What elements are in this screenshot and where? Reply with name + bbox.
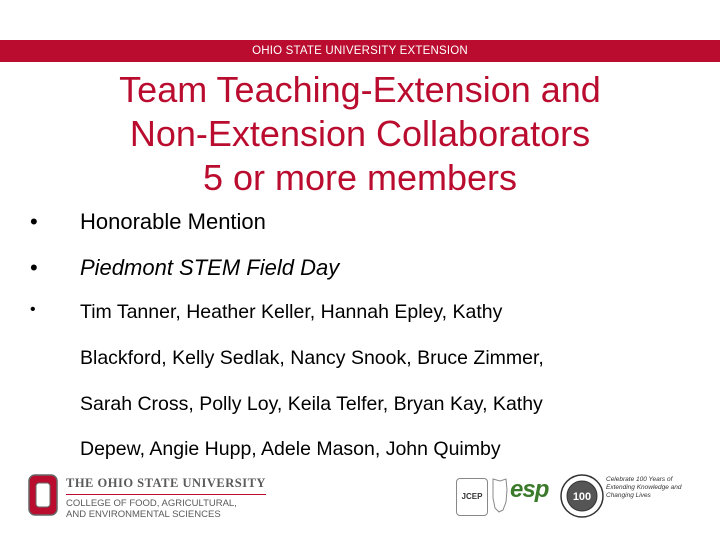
header-banner: OHIO STATE UNIVERSITY EXTENSION	[0, 40, 720, 62]
title-line: Non-Extension Collaborators	[129, 113, 591, 154]
title-line: Team Teaching-Extension and	[119, 69, 601, 110]
university-wordmark	[66, 476, 266, 520]
college-line: AND ENVIRONMENTAL SCIENCES	[66, 509, 221, 520]
university-name: THE OHIO STATE UNIVERSITY	[66, 476, 266, 490]
esp-logo: esp	[510, 476, 549, 503]
centennial-seal-logo	[560, 474, 604, 518]
centennial-tagline: Celebrate 100 Years of Extending Knowledge and Changing Lives	[606, 476, 682, 499]
bullet-text: Piedmont STEM Field Day	[80, 255, 340, 280]
seal-text: 100	[572, 491, 592, 503]
jcep-logo: JCEP	[456, 478, 488, 516]
bullet-dot: •	[30, 301, 36, 318]
college-line: COLLEGE OF FOOD, AGRICULTURAL,	[66, 498, 237, 509]
bullet-text: Tim Tanner, Heather Keller, Hannah Epley, Kathy	[80, 301, 503, 323]
bullet-dot: •	[30, 255, 38, 280]
slide-title	[60, 68, 660, 200]
bullet-text: Honorable Mention	[80, 209, 266, 234]
continuation-text: Sarah Cross, Polly Loy, Keila Telfer, Bryan Kay, Kathy	[80, 393, 543, 415]
osu-block-o-logo	[28, 474, 58, 516]
divider	[66, 494, 266, 495]
footer	[0, 466, 720, 526]
title-line: 5 or more members	[202, 157, 518, 198]
ohio-state-outline-icon	[491, 476, 509, 514]
bullet-dot: •	[30, 209, 38, 234]
continuation-text: Blackford, Kelly Sedlak, Nancy Snook, Bruce Zimmer,	[80, 347, 544, 369]
continuation-text: Depew, Angie Hupp, Adele Mason, John Quimby	[80, 438, 501, 460]
